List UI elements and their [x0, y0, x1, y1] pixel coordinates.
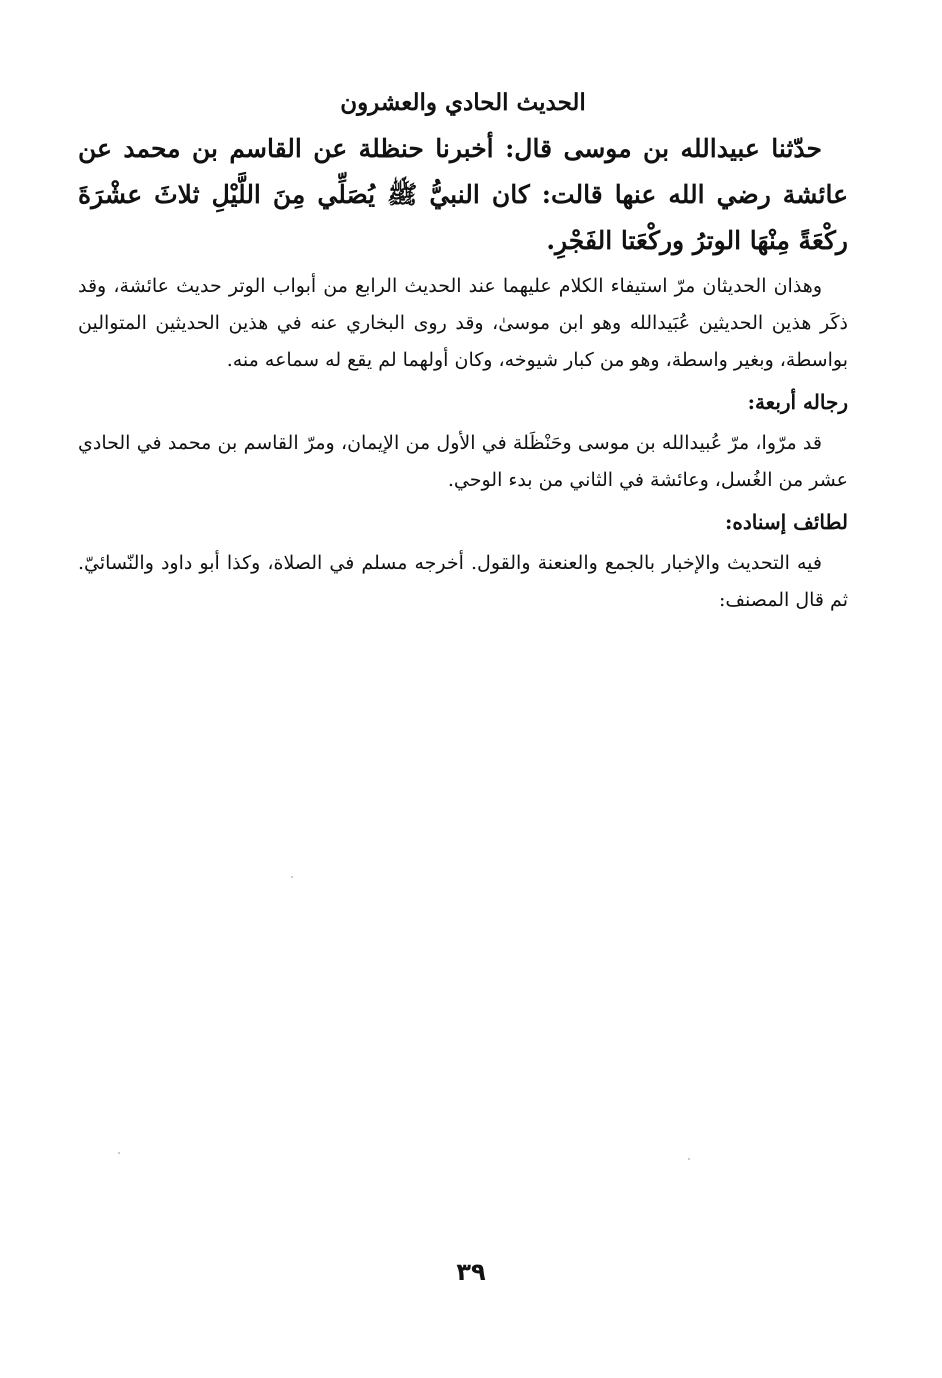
scan-speck — [688, 1158, 690, 1160]
hadith-text: حدّثنا عبيدالله بن موسى قال: أخبرنا حنظلة عن القاسم بن محمد عن عائشة رضي الله عنها قالت: كان النبيُّ ﷺ يُصَلِّي مِنَ اللَّيْلِ ثلاثَ عشْرَةَ ركْعَةً مِنْهَا الوترُ وركْعَتا الفَجْرِ. — [78, 134, 848, 255]
page-number: ٣٩ — [456, 1258, 486, 1286]
scan-speck — [118, 1152, 120, 1154]
page-body — [78, 80, 848, 625]
lataif-paragraph: فيه التحديث والإخبار بالجمع والعنعنة والقول. أخرجه مسلم في الصلاة، وكذا أبو داود والنّسائيّ. ثم قال المصنف: — [78, 552, 848, 611]
lataif-heading: لطائف إسناده: — [724, 510, 848, 534]
chapter-title: الحديث الحادي والعشرون — [340, 89, 586, 116]
rijal-paragraph: قد مرّوا، مرّ عُبيدالله بن موسى وحَنْظَلة في الأول من الإيمان، ومرّ القاسم بن محمد في الحادي عشر من الغُسل، وعائشة في الثاني من بدء الوحي. — [78, 432, 848, 491]
commentary-paragraph: وهذان الحديثان مرّ استيفاء الكلام عليهما عند الحديث الرابع من أبواب الوتر حديث عائشة، وقد ذكَر هذين الحديثين عُبَيدالله وهو ابن موسىٰ، وقد روى البخاري عنه في هذين الحديثين المتوالين بواسطة، وبغير واسطة، وهو من كبار شيوخه، وكان أولهما لم يقع له سماعه منه. — [78, 275, 848, 371]
rijal-heading: رجاله أربعة: — [747, 390, 848, 414]
scan-speck — [291, 876, 293, 878]
